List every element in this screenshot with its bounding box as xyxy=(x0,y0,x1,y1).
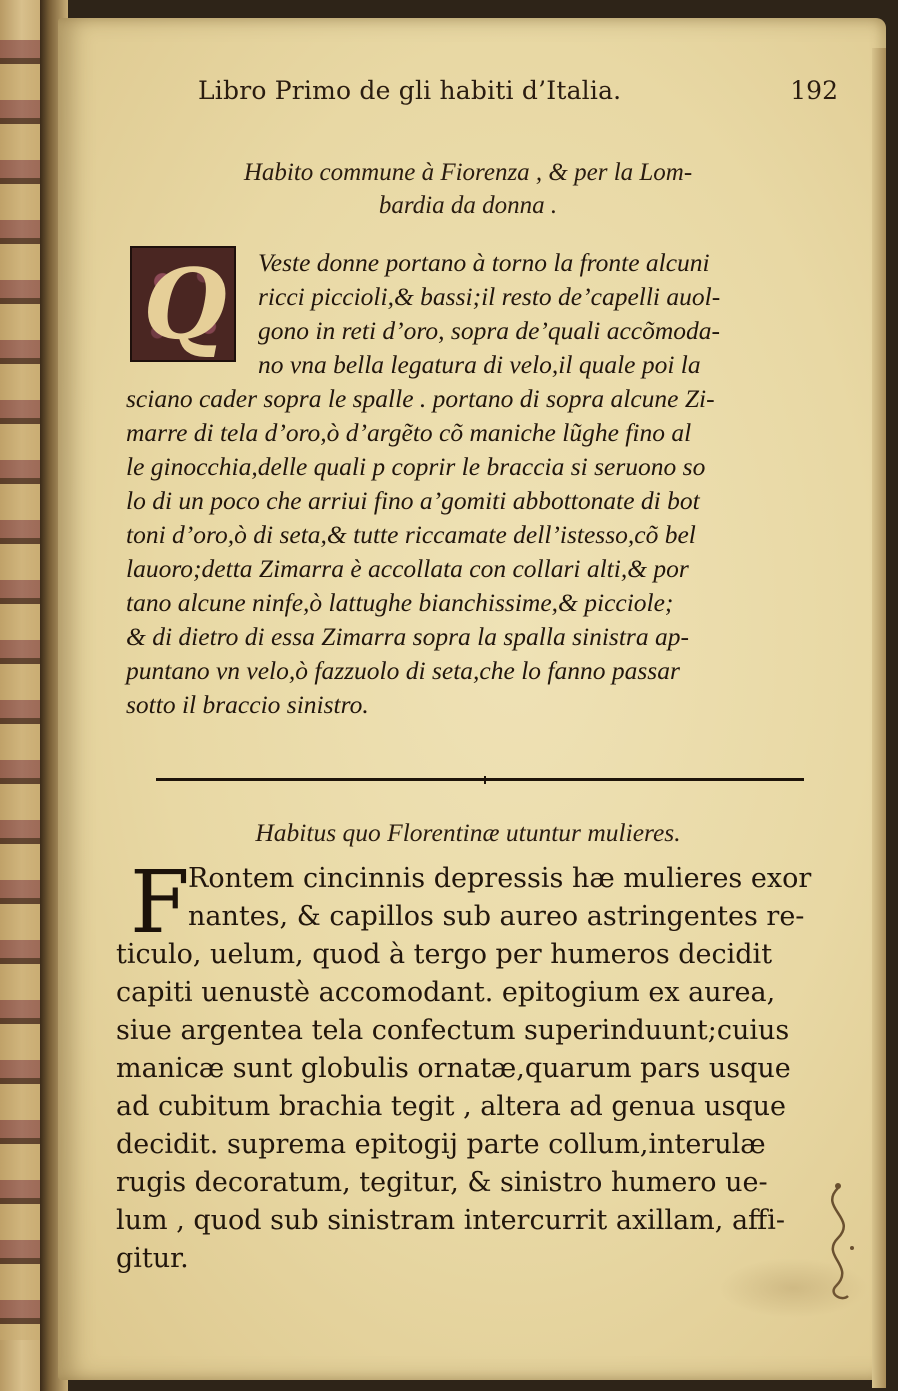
text-line: capiti uenustè accomodant. epitogium ex aurea, xyxy=(116,977,776,1008)
page-number: 192 xyxy=(790,76,838,105)
text-line: gitur. xyxy=(116,1243,189,1274)
latin-heading: Habitus quo Florentinæ utuntur mulieres. xyxy=(255,818,681,847)
text-line: siue argentea tela confectum superinduunt;cuius xyxy=(116,1015,790,1046)
running-title: Libro Primo de gli habiti d’Italia. xyxy=(198,76,622,105)
book-page xyxy=(58,18,886,1380)
text-line: le ginocchia,delle quali p coprir le braccia si seruono so xyxy=(126,452,706,481)
text-line: sotto il braccio sinistro. xyxy=(126,690,369,719)
text-line: Rontem cincinnis depressis hæ mulieres exor xyxy=(188,863,812,894)
text-line: gono in reti d’oro, sopra de’quali accõmoda- xyxy=(258,316,721,345)
text-line: ticulo, uelum, quod à tergo per humeros decidit xyxy=(116,939,773,970)
text-line: lum , quod sub sinistram intercurrit axillam, affi- xyxy=(116,1205,785,1236)
text-line: sciano cader sopra le spalle . portano di sopra alcune Zi- xyxy=(126,384,715,413)
text-line: tano alcune ninfe,ò lattughe bianchissime,& picciole; xyxy=(126,588,674,617)
text-line: toni d’oro,ò di seta,& tutte riccamate dell’istesso,cõ bel xyxy=(126,520,696,549)
text-line: manicæ sunt globulis ornatæ,quarum pars usque xyxy=(116,1053,791,1084)
divider-rule xyxy=(156,778,804,781)
paper-stain xyxy=(718,1258,868,1318)
running-head xyxy=(198,76,838,116)
text-line: ad cubitum brachia tegit , altera ad genua usque xyxy=(116,1091,787,1122)
drop-cap-letter: Q xyxy=(143,248,227,361)
latin-paragraph xyxy=(86,853,846,1306)
text-line: lauoro;detta Zimarra è accollata con collari alti,& por xyxy=(126,554,689,583)
section-divider xyxy=(156,774,804,786)
text-line: Veste donne portano à torno la fronte alcuni xyxy=(258,248,710,277)
text-line: marre di tela d’oro,ò d’argẽto cõ maniche lũghe fino al xyxy=(126,418,692,447)
text-line: puntano vn velo,ò fazzuolo di seta,che lo fanno passar xyxy=(126,656,680,685)
divider-tick xyxy=(484,776,486,784)
text-line: lo di un poco che arriui fino a’gomiti abbottonate di bot xyxy=(126,486,700,515)
italian-heading-line: Habito commune à Fiorenza , & per la Lom- xyxy=(243,159,693,186)
woodcut-border-fragment xyxy=(0,40,43,1340)
text-line: rugis decoratum, tegitur, & sinistro humero ue- xyxy=(116,1167,768,1198)
ornamented-drop-cap xyxy=(130,246,236,362)
italian-heading xyxy=(138,156,798,222)
text-line: & di dietro di essa Zimarra sopra la spalla sinistra ap- xyxy=(126,622,689,651)
latin-initial-letter: F xyxy=(130,853,190,953)
italian-heading-line: bardia da donna . xyxy=(378,192,558,219)
text-line: no vna bella legatura di velo,il quale poi la xyxy=(258,350,701,379)
page-edge-shadow xyxy=(872,48,886,1388)
text-line: decidit. suprema epitogij parte collum,interulæ xyxy=(116,1129,766,1160)
text-line: ricci piccioli,& bassi;il resto de’capelli auol- xyxy=(258,282,721,311)
text-line: nantes, & capillos sub aureo astringentes re- xyxy=(188,901,805,932)
